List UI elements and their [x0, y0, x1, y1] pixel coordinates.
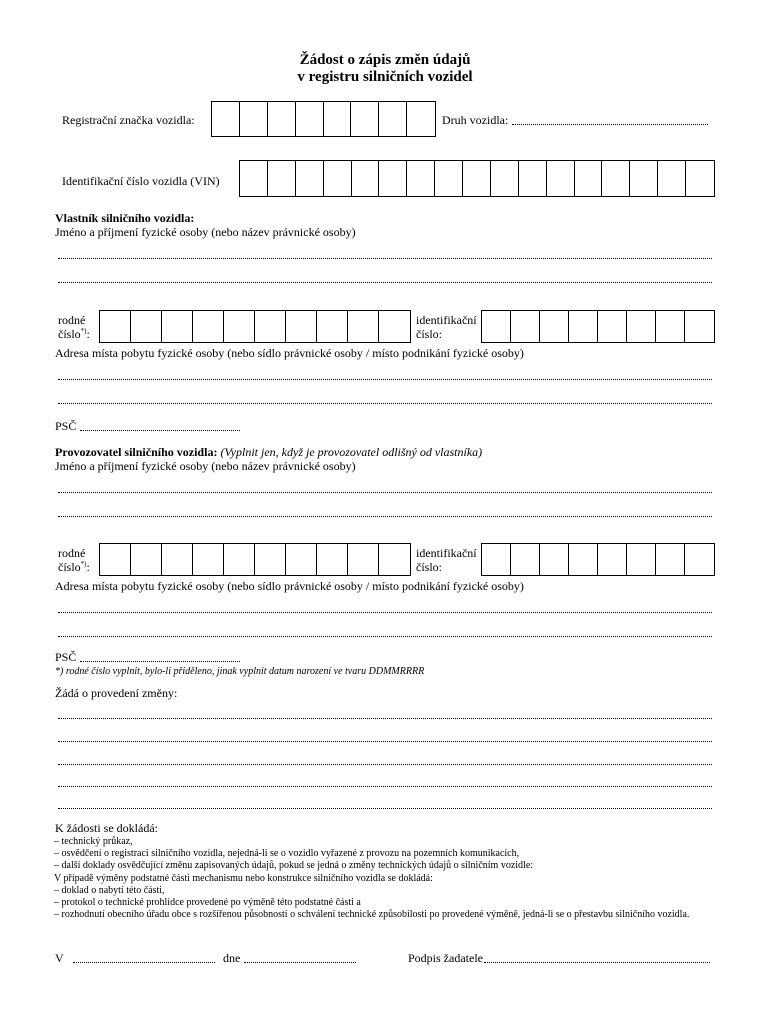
character-box[interactable]	[519, 161, 547, 196]
character-box[interactable]	[569, 544, 598, 575]
character-box[interactable]	[407, 102, 435, 136]
attachment-item: – technický průkaz,	[54, 836, 133, 847]
owner-birth-number-label: rodné číslo*):	[58, 313, 90, 341]
character-box[interactable]	[224, 544, 255, 575]
owner-heading: Vlastník silničního vozidla:	[55, 211, 195, 225]
character-box[interactable]	[193, 544, 224, 575]
signature-label: Podpis žadatele	[408, 951, 483, 965]
birth-number-footnote: *) rodné číslo vyplnit, bylo-li přiděleno, jinak vyplnit datum narození ve tvaru DDMMRRRR	[55, 666, 425, 677]
character-box[interactable]	[268, 102, 296, 136]
attachment-item: – protokol o technické prohlídce provedené po výměně této podstatné části a	[54, 897, 361, 909]
operator-name-label: Jméno a příjmení fyzické osoby (nebo název právnické osoby)	[55, 459, 356, 473]
request-line-2[interactable]	[58, 741, 712, 742]
character-box[interactable]	[348, 311, 379, 342]
owner-address-line-2[interactable]	[58, 403, 712, 404]
character-box[interactable]	[379, 161, 407, 196]
character-box[interactable]	[317, 311, 348, 342]
owner-name-line-1[interactable]	[58, 258, 712, 259]
character-box[interactable]	[547, 161, 575, 196]
character-box[interactable]	[286, 311, 317, 342]
character-box[interactable]	[511, 544, 540, 575]
owner-postcode-field[interactable]	[80, 430, 240, 431]
character-box[interactable]	[296, 102, 324, 136]
character-box[interactable]	[100, 544, 131, 575]
character-box[interactable]	[482, 311, 511, 342]
operator-heading: Provozovatel silničního vozidla:	[55, 445, 218, 459]
character-box[interactable]	[100, 311, 131, 342]
registration-plate-field[interactable]	[211, 101, 436, 137]
character-box[interactable]	[317, 544, 348, 575]
character-box[interactable]	[482, 544, 511, 575]
character-box[interactable]	[240, 161, 268, 196]
request-line-5[interactable]	[58, 808, 712, 809]
character-box[interactable]	[491, 161, 519, 196]
owner-address-line-1[interactable]	[58, 379, 712, 380]
character-box[interactable]	[268, 161, 296, 196]
character-box[interactable]	[656, 311, 685, 342]
operator-id-number-label: identifikační číslo:	[416, 546, 477, 574]
operator-birth-number-field[interactable]	[99, 543, 411, 576]
form-title-line1: Žádost o zápis změn údajů	[299, 52, 471, 68]
character-box[interactable]	[627, 544, 656, 575]
attachments-list	[54, 836, 689, 921]
character-box[interactable]	[658, 161, 686, 196]
registration-plate-label: Registrační značka vozidla:	[62, 113, 195, 127]
attachment-item: – další doklady osvědčující změnu zapisovaných údajů, pokud se jedná o změny technických údajů o silničním vozidle:	[54, 860, 534, 872]
character-box[interactable]	[162, 311, 193, 342]
character-box[interactable]	[602, 161, 630, 196]
request-line-3[interactable]	[58, 764, 712, 765]
signature-field[interactable]	[484, 962, 710, 963]
character-box[interactable]	[575, 161, 603, 196]
character-box[interactable]	[569, 311, 598, 342]
character-box[interactable]	[224, 311, 255, 342]
character-box[interactable]	[656, 544, 685, 575]
operator-address-line-2[interactable]	[58, 636, 712, 637]
attachment-item: – doklad o nabytí této části,	[54, 884, 165, 896]
character-box[interactable]	[379, 311, 410, 342]
place-field[interactable]	[73, 962, 215, 963]
character-box[interactable]	[255, 311, 286, 342]
operator-postcode-field[interactable]	[80, 661, 240, 662]
owner-address-label: Adresa místa pobytu fyzické osoby (nebo sídlo právnické osoby / místo podnikání fyzické osoby)	[55, 346, 524, 360]
character-box[interactable]	[407, 161, 435, 196]
operator-id-number-field[interactable]	[481, 543, 715, 576]
owner-id-number-field[interactable]	[481, 310, 715, 343]
owner-birth-number-field[interactable]	[99, 310, 411, 343]
owner-postcode-label: PSČ	[55, 419, 77, 433]
character-box[interactable]	[630, 161, 658, 196]
character-box[interactable]	[435, 161, 463, 196]
character-box[interactable]	[685, 311, 714, 342]
character-box[interactable]	[379, 544, 410, 575]
owner-id-number-label: identifikační číslo:	[416, 313, 477, 341]
character-box[interactable]	[131, 311, 162, 342]
date-field[interactable]	[244, 962, 356, 963]
character-box[interactable]	[212, 102, 240, 136]
owner-name-label: Jméno a příjmení fyzické osoby (nebo název právnické osoby)	[55, 225, 356, 239]
vehicle-type-label: Druh vozidla:	[442, 113, 509, 127]
character-box[interactable]	[348, 544, 379, 575]
attachment-item: V případě výměny podstatné části mechanismu nebo konstrukce silničního vozidla se dokládá:	[54, 872, 433, 884]
character-box[interactable]	[379, 102, 407, 136]
character-box[interactable]	[131, 544, 162, 575]
operator-address-label: Adresa místa pobytu fyzické osoby (nebo sídlo právnické osoby / místo podnikání fyzické osoby)	[55, 579, 524, 593]
vehicle-type-field[interactable]	[512, 124, 708, 125]
character-box[interactable]	[598, 544, 627, 575]
operator-name-line-1[interactable]	[58, 492, 712, 493]
character-box[interactable]	[511, 311, 540, 342]
character-box[interactable]	[324, 161, 352, 196]
character-box[interactable]	[686, 161, 714, 196]
attachments-heading: K žádosti se dokládá:	[55, 821, 158, 835]
character-box[interactable]	[463, 161, 491, 196]
character-box[interactable]	[685, 544, 714, 575]
date-label: dne	[223, 951, 241, 965]
attachment-item: – osvědčení o registraci silničního vozidla, nejedná-li se o vozidlo vyřazené z provozu na pozemních komunikacích,	[54, 848, 520, 860]
character-box[interactable]	[627, 311, 656, 342]
vin-field[interactable]	[239, 160, 715, 197]
character-box[interactable]	[296, 161, 324, 196]
operator-address-line-1[interactable]	[58, 612, 712, 613]
operator-postcode-label: PSČ	[55, 650, 77, 664]
attachment-item: – rozhodnutí obecního úřadu obce s rozšířenou působností o schválení technické způsobilosti po provedené výměně, jedná-li se o přestavbu silničního vozidla.	[54, 909, 690, 921]
operator-heading-note: (Vyplnit jen, když je provozovatel odlišný od vlastníka)	[220, 445, 483, 459]
operator-heading-row	[55, 445, 482, 460]
vin-label: Identifikační číslo vozidla (VIN)	[62, 174, 220, 188]
character-box[interactable]	[598, 311, 627, 342]
request-label: Žádá o provedení změny:	[55, 686, 178, 700]
character-box[interactable]	[540, 311, 569, 342]
operator-birth-number-label: rodné číslo*):	[58, 546, 90, 574]
operator-name-line-2[interactable]	[58, 516, 712, 517]
character-box[interactable]	[540, 544, 569, 575]
request-line-4[interactable]	[58, 786, 712, 787]
form-title-line2: v registru silničních vozidel	[297, 69, 473, 85]
request-line-1[interactable]	[58, 718, 712, 719]
character-box[interactable]	[162, 544, 193, 575]
character-box[interactable]	[193, 311, 224, 342]
character-box[interactable]	[351, 102, 379, 136]
character-box[interactable]	[240, 102, 268, 136]
character-box[interactable]	[352, 161, 380, 196]
character-box[interactable]	[324, 102, 352, 136]
character-box[interactable]	[286, 544, 317, 575]
character-box[interactable]	[255, 544, 286, 575]
owner-name-line-2[interactable]	[58, 282, 712, 283]
place-label: V	[55, 951, 64, 965]
